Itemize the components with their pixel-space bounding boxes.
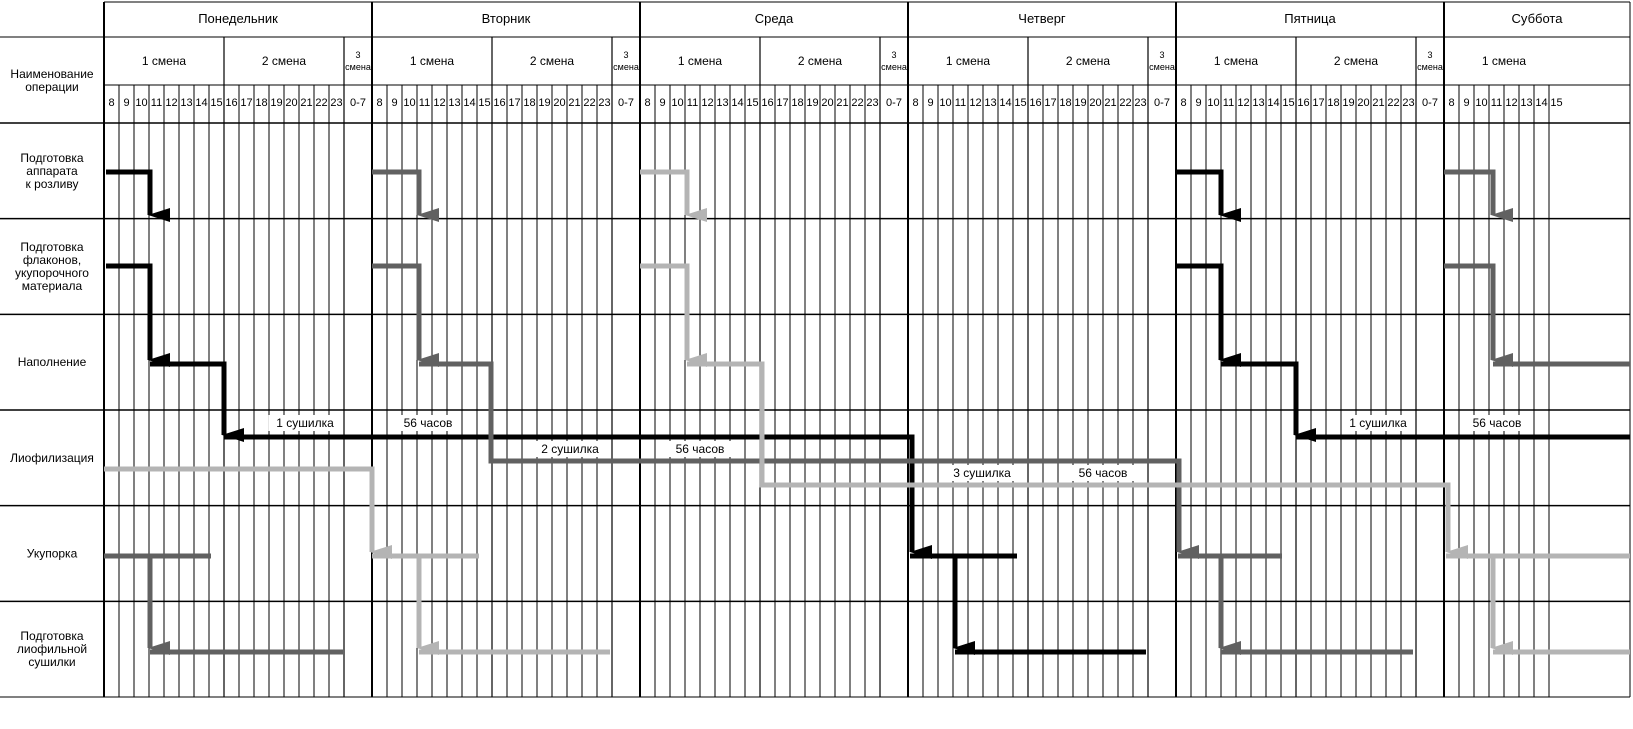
shift-header: смена	[1149, 62, 1175, 72]
hour-label: 19	[1342, 97, 1355, 109]
hour-label: 11	[150, 97, 163, 109]
hour-label: 17	[1044, 97, 1057, 109]
operation-label-prep-vials: флаконов,	[22, 253, 82, 267]
day-header: Понедельник	[198, 11, 278, 26]
flow-line-black	[150, 364, 224, 435]
hour-label: 22	[851, 97, 864, 109]
hour-label: 18	[1059, 97, 1072, 109]
hour-label: 21	[568, 97, 581, 109]
flow-line-light_gray	[640, 266, 687, 360]
hour-label: 10	[1207, 97, 1220, 109]
flow-line-dark_gray	[419, 364, 1179, 552]
hour-label: 9	[391, 97, 398, 109]
shift-header: 1 смена	[1481, 54, 1527, 68]
hour-label: 9	[659, 97, 666, 109]
flow-line-light_gray	[104, 469, 372, 552]
operation-label-filling: Наполнение	[17, 355, 87, 370]
hour-label: 15	[746, 97, 759, 109]
hour-label: 20	[285, 97, 298, 109]
operation-label-prep-filling-apparatus: аппарата	[26, 163, 78, 178]
operation-label-prep-vials: материала	[21, 279, 83, 293]
hour-label: 0-7	[1154, 97, 1170, 109]
duration-annotation: 56 часов	[1472, 416, 1522, 430]
flow-line-dark_gray	[1444, 266, 1493, 360]
flow-line-dark_gray	[1444, 172, 1493, 215]
hour-label: 14	[1267, 97, 1280, 109]
operation-label-capping: Укупорка	[26, 546, 78, 561]
hour-label: 22	[583, 97, 596, 109]
shift-header: 3	[623, 50, 629, 60]
hour-label: 10	[403, 97, 416, 109]
shift-header: 3	[1427, 50, 1433, 60]
hour-label: 11	[418, 97, 431, 109]
flow-line-light_gray	[640, 172, 687, 215]
operation-label-prep-vials: укупорочного	[15, 266, 89, 280]
hour-label: 19	[1074, 97, 1087, 109]
hour-label: 23	[1134, 97, 1147, 109]
hour-label: 16	[493, 97, 506, 109]
hour-label: 11	[1222, 97, 1235, 109]
hour-label: 10	[671, 97, 684, 109]
hour-label: 21	[1104, 97, 1117, 109]
hour-label: 17	[508, 97, 521, 109]
flow-line-black	[1221, 364, 1296, 435]
operation-label-prep-dryer: сушилки	[28, 655, 76, 670]
flow-line-dark_gray	[372, 266, 419, 360]
hour-label: 18	[255, 97, 268, 109]
shift-header: 3	[891, 50, 897, 60]
day-header: Четверг	[1018, 11, 1066, 26]
flow-line-black	[106, 172, 150, 215]
hour-label: 16	[1029, 97, 1042, 109]
hour-label: 0-7	[1422, 97, 1438, 109]
hour-label: 17	[240, 97, 253, 109]
hour-label: 14	[463, 97, 476, 109]
hour-label: 21	[836, 97, 849, 109]
hour-label: 15	[478, 97, 491, 109]
hour-label: 23	[1402, 97, 1415, 109]
duration-annotation: 1 сушилка	[276, 416, 334, 430]
day-header: Суббота	[1511, 11, 1563, 26]
hour-label: 20	[1089, 97, 1102, 109]
flow-line-black	[1176, 266, 1221, 360]
hour-label: 8	[376, 97, 383, 109]
hour-label: 16	[225, 97, 238, 109]
hour-label: 13	[448, 97, 461, 109]
day-header: Среда	[754, 11, 794, 26]
hour-label: 15	[210, 97, 223, 109]
hour-label: 8	[1180, 97, 1187, 109]
shift-header: 1 смена	[945, 54, 991, 68]
hour-label: 12	[701, 97, 714, 109]
flow-line-light_gray	[687, 364, 1448, 552]
operation-label-prep-filling-apparatus: Подготовка	[20, 150, 84, 165]
hour-label: 13	[180, 97, 193, 109]
hour-label: 18	[523, 97, 536, 109]
shift-header: 2 смена	[797, 54, 843, 68]
hour-label: 0-7	[886, 97, 902, 109]
duration-annotation: 56 часов	[1078, 466, 1128, 480]
shift-header: 3	[355, 50, 361, 60]
hour-label: 17	[776, 97, 789, 109]
hour-label: 19	[806, 97, 819, 109]
duration-annotation: 56 часов	[675, 442, 725, 456]
hour-label: 14	[999, 97, 1012, 109]
hour-label: 13	[1252, 97, 1265, 109]
hour-label: 9	[123, 97, 130, 109]
flow-line-black	[1176, 172, 1221, 215]
shift-header: смена	[1417, 62, 1443, 72]
shift-header: смена	[881, 62, 907, 72]
hour-label: 13	[1520, 97, 1533, 109]
operation-label-prep-dryer: лиофильной	[16, 642, 88, 657]
duration-annotation: 2 сушилка	[541, 442, 599, 456]
shift-header: 3	[1159, 50, 1165, 60]
hour-label: 10	[939, 97, 952, 109]
hour-label: 12	[165, 97, 178, 109]
shift-header: 1 смена	[677, 54, 723, 68]
operation-column-header: операции	[25, 80, 79, 94]
hour-label: 20	[1357, 97, 1370, 109]
hour-label: 14	[731, 97, 744, 109]
hour-label: 8	[912, 97, 919, 109]
hour-label: 13	[716, 97, 729, 109]
hour-label: 12	[1237, 97, 1250, 109]
hour-label: 14	[1535, 97, 1548, 109]
hour-label: 9	[1195, 97, 1202, 109]
hour-label: 12	[433, 97, 446, 109]
hour-label: 9	[927, 97, 934, 109]
hour-label: 23	[330, 97, 343, 109]
hour-label: 23	[598, 97, 611, 109]
hour-label: 8	[108, 97, 115, 109]
hour-label: 8	[644, 97, 651, 109]
shift-header: смена	[613, 62, 639, 72]
operation-label-lyophilization: Лиофилизация	[10, 450, 94, 465]
hour-label: 16	[761, 97, 774, 109]
shift-header: 2 смена	[1333, 54, 1379, 68]
duration-annotation: 1 сушилка	[1349, 416, 1407, 430]
hour-label: 13	[984, 97, 997, 109]
shift-header: 1 смена	[1213, 54, 1259, 68]
hour-label: 22	[315, 97, 328, 109]
shift-header: 2 смена	[529, 54, 575, 68]
day-header: Пятница	[1284, 11, 1336, 26]
hour-label: 18	[791, 97, 804, 109]
hour-label: 10	[1475, 97, 1488, 109]
hour-label: 23	[866, 97, 879, 109]
hour-label: 14	[195, 97, 208, 109]
hour-label: 22	[1387, 97, 1400, 109]
hour-label: 12	[969, 97, 982, 109]
hour-label: 12	[1505, 97, 1518, 109]
flow-line-black	[106, 266, 150, 360]
operation-label-prep-filling-apparatus: к розливу	[25, 176, 79, 191]
hour-label: 21	[300, 97, 313, 109]
hour-label: 16	[1297, 97, 1310, 109]
hour-label: 9	[1463, 97, 1470, 109]
day-header: Вторник	[481, 11, 531, 26]
hour-label: 0-7	[350, 97, 366, 109]
hour-label: 0-7	[618, 97, 634, 109]
hour-label: 11	[686, 97, 699, 109]
operation-column-header: Наименование	[10, 67, 94, 81]
duration-annotation: 56 часов	[403, 416, 453, 430]
hour-label: 15	[1550, 97, 1563, 109]
hour-label: 20	[553, 97, 566, 109]
shift-header: 2 смена	[261, 54, 307, 68]
operation-label-prep-vials: Подготовка	[20, 240, 84, 254]
hour-label: 11	[954, 97, 967, 109]
hour-label: 18	[1327, 97, 1340, 109]
hour-label: 19	[538, 97, 551, 109]
shift-header: 1 смена	[141, 54, 187, 68]
hour-label: 17	[1312, 97, 1325, 109]
hour-label: 22	[1119, 97, 1132, 109]
shift-header: смена	[345, 62, 371, 72]
hour-label: 8	[1448, 97, 1455, 109]
shift-header: 2 смена	[1065, 54, 1111, 68]
shift-header: 1 смена	[409, 54, 455, 68]
flow-line-dark_gray	[372, 172, 419, 215]
hour-label: 15	[1282, 97, 1295, 109]
operation-label-prep-dryer: Подготовка	[20, 629, 84, 644]
hour-label: 20	[821, 97, 834, 109]
hour-label: 19	[270, 97, 283, 109]
duration-annotation: 3 сушилка	[953, 466, 1011, 480]
hour-label: 15	[1014, 97, 1027, 109]
hour-label: 11	[1490, 97, 1503, 109]
hour-label: 10	[135, 97, 148, 109]
hour-label: 21	[1372, 97, 1385, 109]
